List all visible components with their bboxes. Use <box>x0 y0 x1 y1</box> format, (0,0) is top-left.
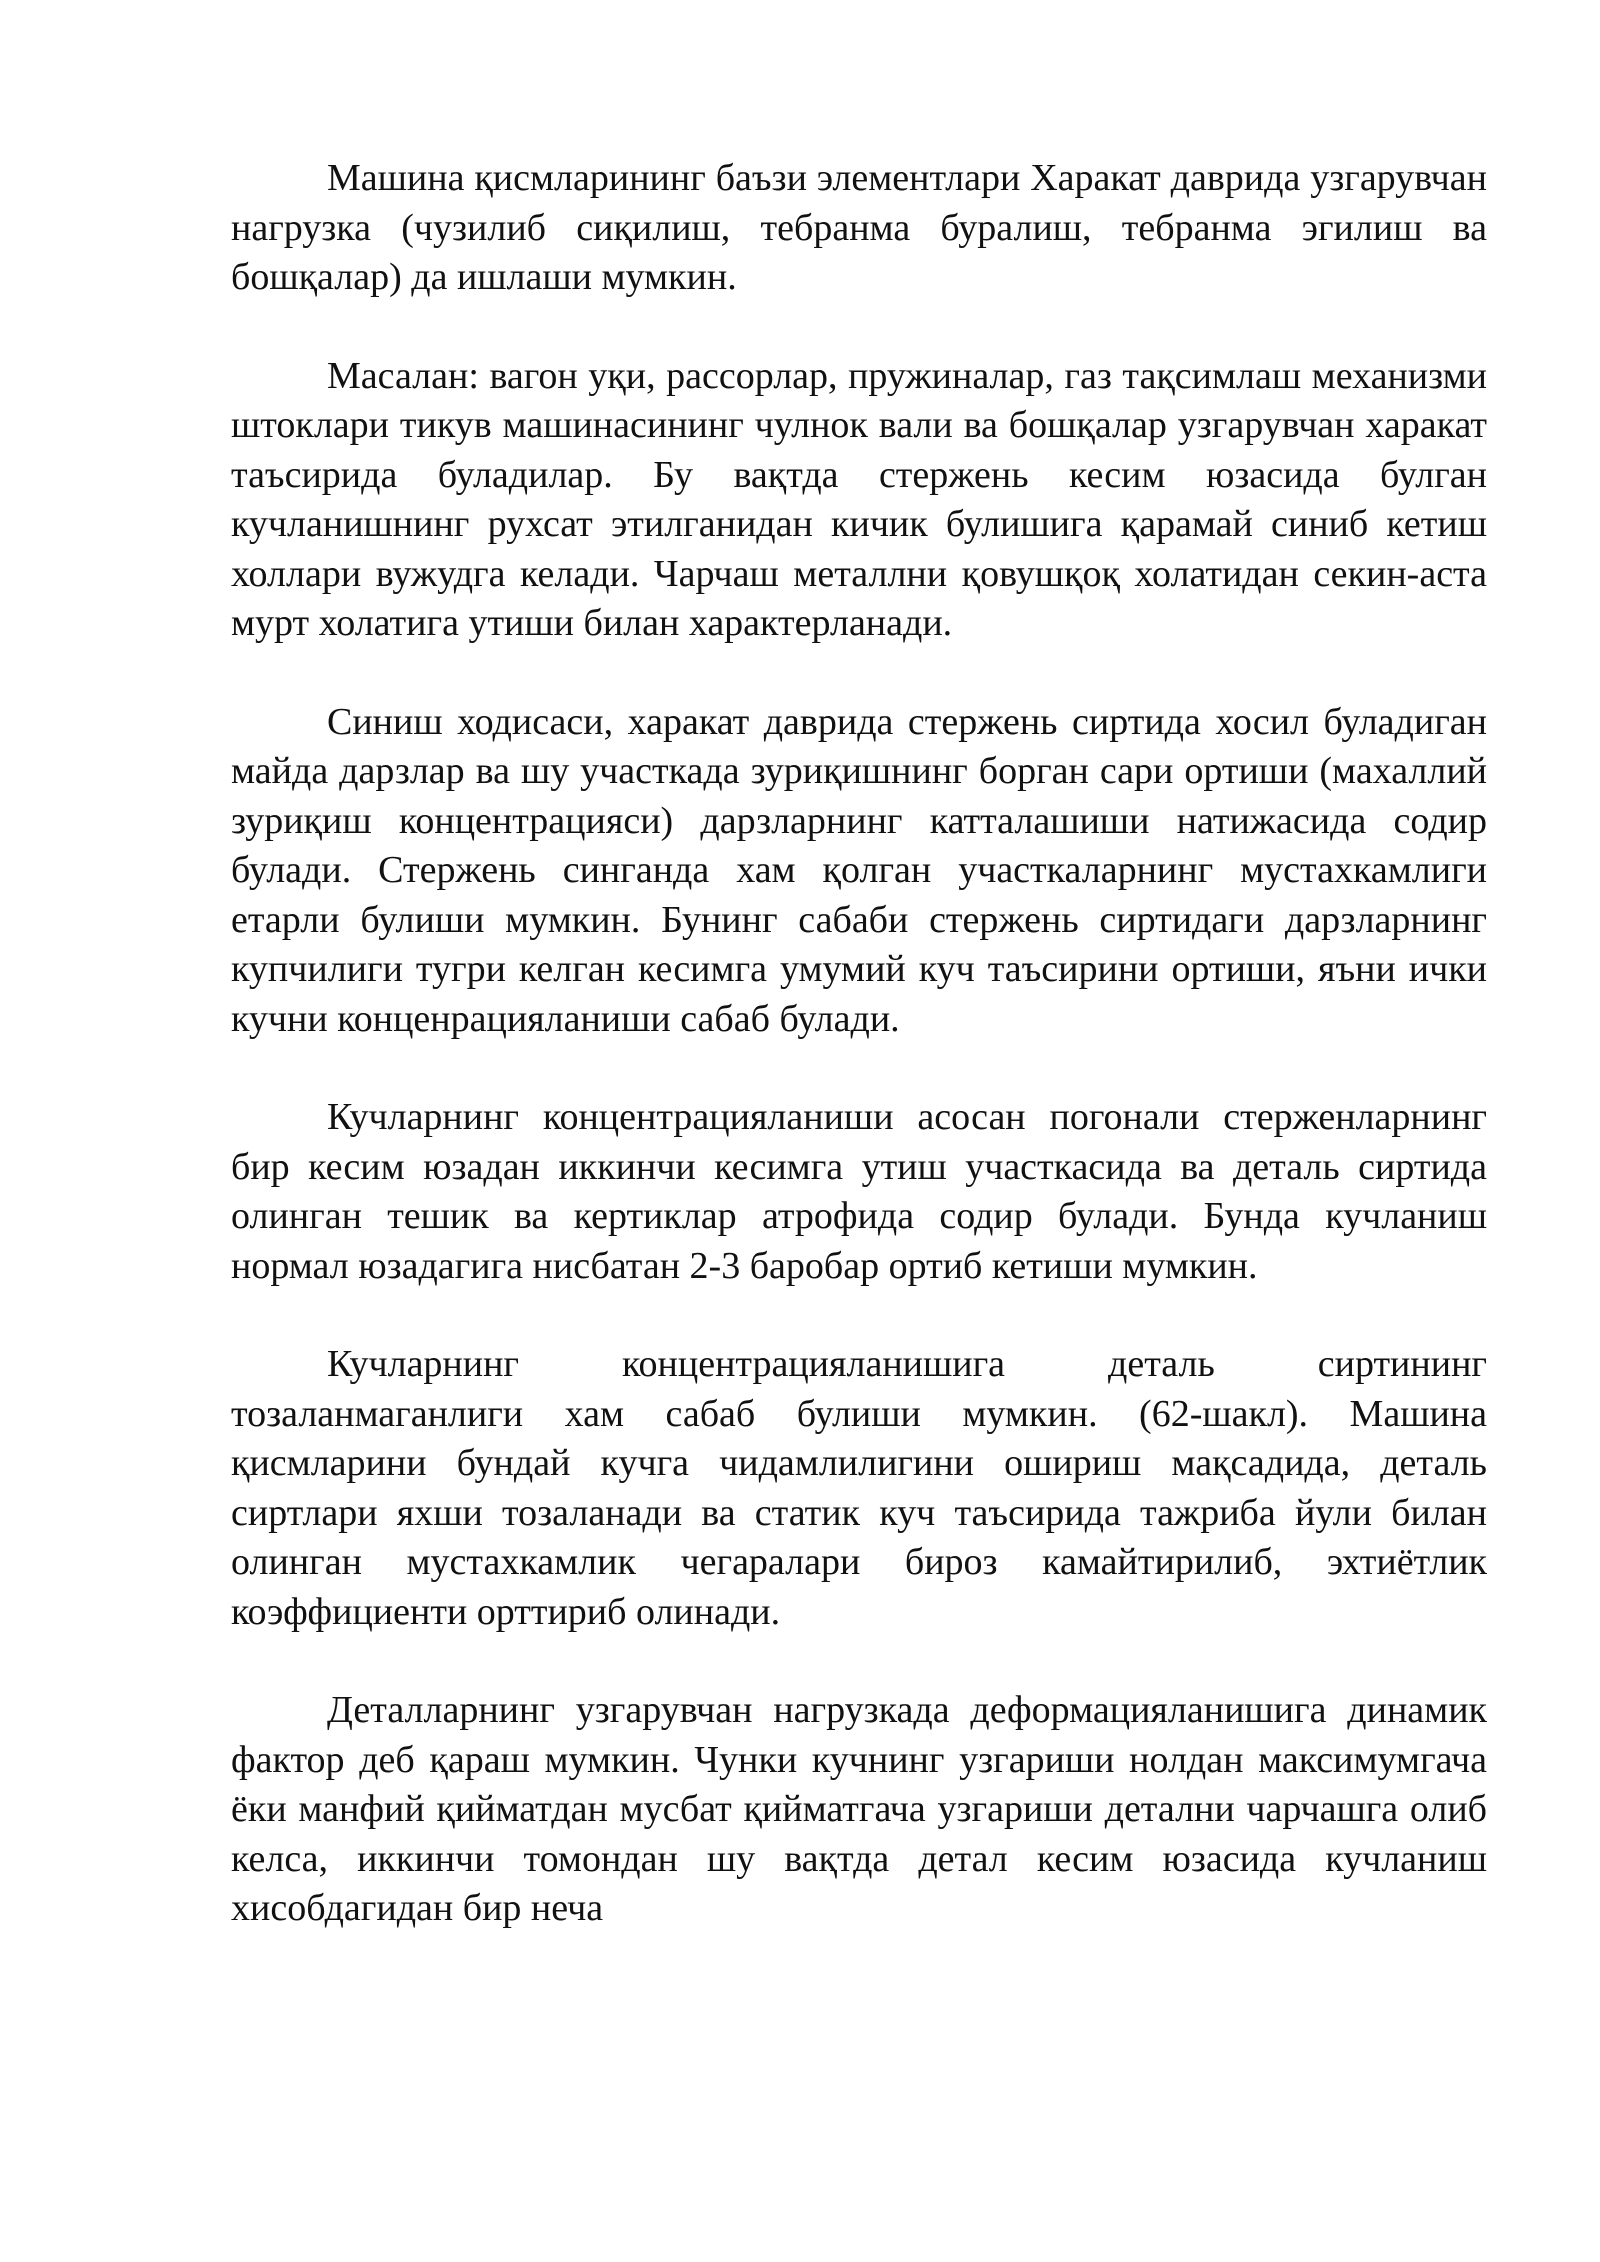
paragraph-4: Кучларнинг концентрацияланиши асосан погонали стерженларнинг бир кесим юзадан иккинчи кесимга утиш участкасида ва деталь сиртида олинган тешик ва кертиклар атрофида содир булади. Бунда кучланиш нормал юзадагига нисбатан 2-3 баробар ортиб кетиши мумкин. <box>231 1096 1487 1287</box>
paragraph-5: Кучларнинг концентрацияланишига деталь сиртининг тозаланмаганлиги хам сабаб булиши мумкин. (62-шакл). Машина қисмларини бундай кучга чидамлилигини ошириш мақсадида, деталь сиртлари яхши тозаланади ва статик куч таъсирида тажриба йули билан олинган мустахкамлик чегаралари бироз камайтирилиб, эхтиётлик коэффициенти орттириб олинади. <box>231 1343 1487 1633</box>
paragraph-2: Масалан: вагон уқи, рассорлар, пружиналар, газ тақсимлаш механизми штоклари тикув машинасининг чулнок вали ва бошқалар узгарувчан харакат таъсирида буладилар. Бу вақтда стержень кесим юзасида булган кучланишнинг рухсат этилганидан кичик булишига қарамай синиб кетиш холлари вужудга келади. Чарчаш металлни қовушқоқ холатидан секин-аста мурт холатига утиши билан характерланади. <box>231 354 1487 644</box>
paragraph-1: Машина қисмларининг баъзи элементлари Харакат даврида узгарувчан нагрузка (чузилиб сиқилиш, тебранма буралиш, тебранма эгилиш ва бошқалар) да ишлаши мумкин. <box>231 157 1487 298</box>
paragraph-3: Синиш ходисаси, харакат даврида стержень сиртида хосил буладиган майда дарзлар ва шу участкада зуриқишнинг борган сари ортиши (махаллий зуриқиш концентрацияси) дарзларнинг катталашиши натижасида содир булади. Стержень синганда хам қолган участкаларнинг мустахкамлиги етарли булиши мумкин. Бунинг сабаби стержень сиртидаги дарзларнинг купчилиги тугри келган кесимга умумий куч таъсирини ортиши, яъни ички кучни конценрацияланиши сабаб булади. <box>231 700 1487 1040</box>
paragraph-6: Деталларнинг узгарувчан нагрузкада деформацияланишига динамик фактор деб қараш мумкин. Чунки кучнинг узгариши нолдан максимумгача ёки манфий қийматдан мусбат қийматгача узгариши детални чарчашга олиб келса, иккинчи томондан шу вақтда детал кесим юзасида кучланиш хисобдагидан бир неча <box>231 1689 1487 1929</box>
document-body <box>231 154 1487 1934</box>
